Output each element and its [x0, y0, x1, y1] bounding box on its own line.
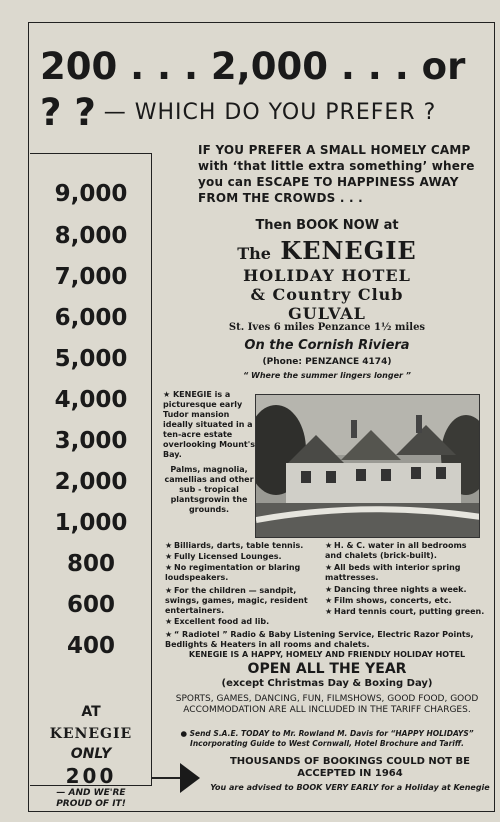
- hotel-title: [162, 236, 492, 265]
- advise-text: You are advised to BOOK VERY EARLY for a Holiday at Kenegie: [210, 783, 490, 792]
- sae-text: ● Send S.A.E. TODAY to Mr. Rowland M. Davis for “HAPPY HOLIDAYS” Incorporating Guide to West Cornwall, Hotel Brochure and Tariff.: [180, 729, 474, 748]
- number-item: 4,000: [54, 387, 128, 413]
- distances: St. Ives 6 miles Penzance 1½ miles: [228, 322, 426, 333]
- number-item: 8,000: [54, 223, 128, 249]
- number-item: 600: [66, 592, 115, 618]
- star-icon: ★: [165, 630, 173, 639]
- open-all-year: OPEN ALL THE YEAR: [247, 661, 407, 677]
- list-item: ★ For the children — sandpit, swings, games, magic, resident entertainers.: [165, 586, 308, 615]
- number-column: [30, 153, 152, 809]
- arrow-connector: [152, 777, 180, 779]
- arrow-right-icon: [180, 763, 200, 793]
- star-icon: ★: [325, 585, 333, 594]
- hotel-photo: [255, 394, 480, 538]
- at-label: AT: [81, 704, 101, 720]
- number-item: 2,000: [54, 469, 128, 495]
- list-item: ★ Fully Licensed Lounges.: [165, 552, 282, 561]
- star-icon: ★: [165, 541, 173, 550]
- intro-text: IF YOU PREFER A SMALL HOMELY CAMP with ‘that little extra something’ where you can ESCAPE TO HAPPINESS AWAY FROM THE CROWDS . . .: [198, 143, 475, 205]
- happy-line: KENEGIE IS A HAPPY, HOMELY AND FRIENDLY HOLIDAY HOTEL: [188, 650, 466, 659]
- thousands-text: THOUSANDS OF BOOKINGS COULD NOT BE ACCEPTED IN 1964: [229, 756, 470, 779]
- proud-line1: — AND WE'RE: [56, 788, 126, 798]
- number-item: 7,000: [54, 264, 128, 290]
- tagline: “ Where the summer lingers longer ”: [243, 371, 411, 380]
- list-item: ★ Hard tennis court, putting green.: [325, 607, 485, 616]
- hotel-name: KENEGIE: [280, 236, 417, 265]
- star-icon: ★: [165, 563, 173, 572]
- dot-icon: ●: [180, 729, 187, 738]
- star-icon: ★: [325, 563, 333, 572]
- headline: 200 . . . 2,000 . . . or ? ?: [40, 45, 466, 134]
- hotel-subtitle: [162, 266, 492, 323]
- list-item: ★ Excellent food ad lib.: [165, 617, 270, 626]
- number-item: 800: [66, 551, 115, 577]
- star-icon: ★: [325, 596, 333, 605]
- list-item: ★ H. & C. water in all bedrooms and chalets (brick-built).: [325, 541, 467, 560]
- riviera: On the Cornish Riviera: [244, 338, 410, 353]
- number-item: 9,000: [54, 181, 128, 207]
- list-item: ★ No regimentation or blaring loudspeakers.: [165, 563, 301, 582]
- star-icon: ★: [325, 541, 333, 550]
- list-item: ★ Film shows, concerts, etc.: [325, 596, 452, 605]
- number-item: 3,000: [54, 428, 128, 454]
- mansion-image: [256, 395, 480, 538]
- only-count: 200: [65, 764, 117, 788]
- phone: (Phone: PENZANCE 4174): [262, 357, 392, 367]
- list-item: ★ Billiards, darts, table tennis.: [165, 541, 304, 550]
- only-label: ONLY: [70, 746, 112, 762]
- star-icon: ★: [165, 586, 173, 595]
- hotel-line2: & Country Club: [250, 285, 404, 304]
- description: [163, 390, 255, 515]
- star-icon: ★: [165, 552, 173, 561]
- number-item: 1,000: [54, 510, 128, 536]
- book-now-text: Then BOOK NOW at: [255, 218, 399, 233]
- description-text: KENEGIE is a picturesque early Tudor mansion ideally situated in a ten-acre estate overlooking Mount's Bay.: [163, 390, 255, 459]
- sports-text: SPORTS, GAMES, DANCING, FUN, FILMSHOWS, GOOD FOOD, GOOD ACCOMMODATION ARE ALL INCLUDED IN THE TARIFF CHARGES.: [175, 694, 479, 715]
- proud-line2: PROUD OF IT!: [56, 799, 126, 809]
- description2-text: Palms, magnolia, camellias and other sub - tropical plantsgrowin the grounds.: [164, 465, 254, 514]
- radiotel-item: ★ “ Radiotel ” Radio & Baby Listening Service, Electric Razor Points, Bedlights & Heaters in all rooms and chalets.: [165, 630, 474, 649]
- hotel-the: The: [237, 244, 271, 263]
- star-icon: ★: [165, 617, 173, 626]
- list-item: ★ Dancing three nights a week.: [325, 585, 467, 594]
- number-item: 6,000: [54, 305, 128, 331]
- number-item: 5,000: [54, 346, 128, 372]
- subheadline: — WHICH DO YOU PREFER ?: [103, 100, 437, 125]
- star-icon: ★: [163, 390, 171, 399]
- star-icon: ★: [325, 607, 333, 616]
- number-item: 400: [66, 633, 115, 659]
- hotel-line1: HOLIDAY HOTEL: [243, 266, 411, 285]
- kenegie-label: KENEGIE: [49, 726, 133, 742]
- list-item: ★ All beds with interior spring mattresses.: [325, 563, 461, 582]
- except-text: (except Christmas Day & Boxing Day): [221, 678, 433, 689]
- hotel-line3: GULVAL: [288, 304, 366, 323]
